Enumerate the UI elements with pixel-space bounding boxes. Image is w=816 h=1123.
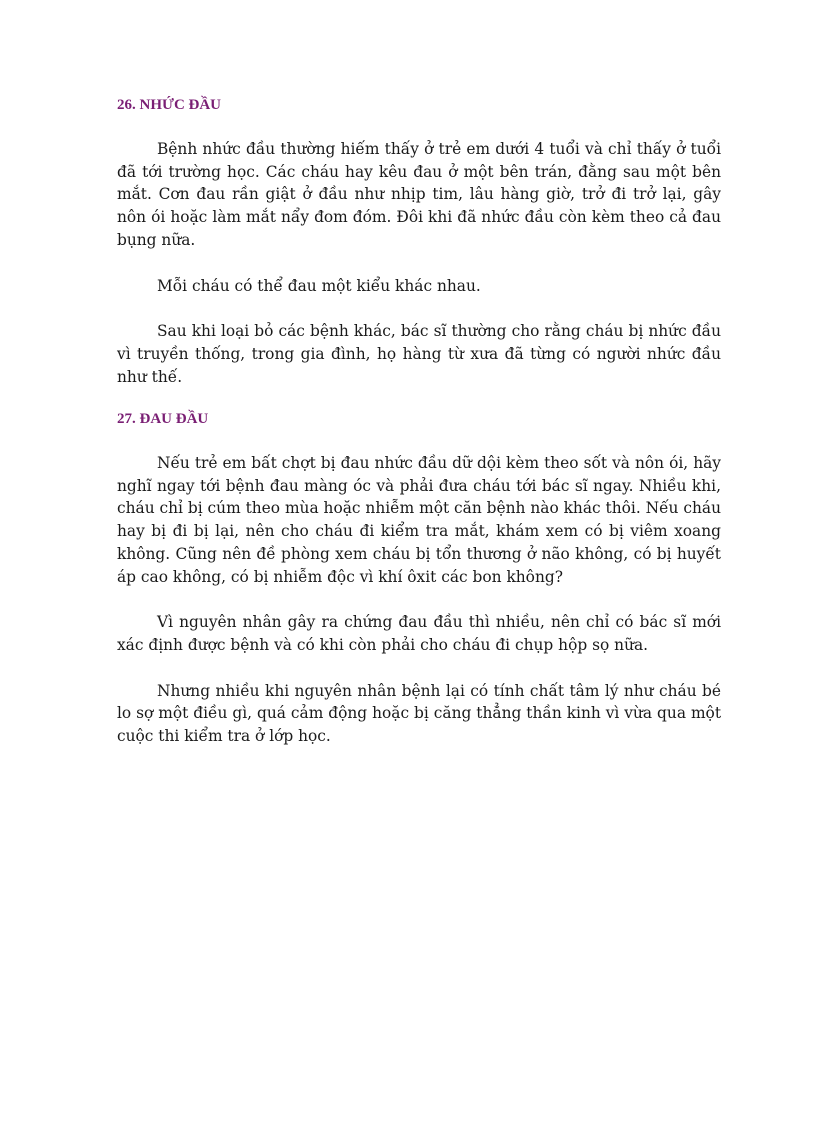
section-nhuc-dau — [117, 95, 721, 411]
paragraph: Bệnh nhức đầu thường hiếm thấy ở trẻ em dưới 4 tuổi và chỉ thấy ở tuổi đã tới trường học. Các cháu hay kêu đau ở một bên trán, đằng sau một bên mắt. Cơn đau rần giật ở đầu như nhịp tim, lâu hàng giờ, trở đi trở lại, gây nôn ói hoặc làm mắt nẩy đom đóm. Đôi khi đã nhức đầu còn kèm theo cả đau bụng nữa. — [117, 140, 721, 249]
paragraph: Nếu trẻ em bất chợt bị đau nhức đầu dữ dội kèm theo sốt và nôn ói, hãy nghĩ ngay tới bệnh đau màng óc và phải đưa cháu tới bác sĩ ngay. Nhiều khi, cháu chỉ bị cúm theo mùa hoặc nhiễm một căn bệnh nào khác thôi. Nếu cháu hay bị đi bị lại, nên cho cháu đi kiểm tra mắt, khám xem có bị viêm xoang không. Cũng nên đề phòng xem cháu bị tổn thương ở não không, có bị huyết áp cao không, có bị nhiễm độc vì khí ôxit các bon không? — [117, 454, 721, 586]
paragraph: Sau khi loại bỏ các bệnh khác, bác sĩ thường cho rằng cháu bị nhức đầu vì truyền thống, trong gia đình, họ hàng từ xưa đã từng có người nhức đầu như thế. — [117, 322, 721, 386]
paragraph: Mỗi cháu có thể đau một kiểu khác nhau. — [157, 276, 481, 295]
section-dau-dau — [117, 409, 721, 771]
paragraph: Vì nguyên nhân gây ra chứng đau đầu thì nhiều, nên chỉ có bác sĩ mới xác định được bệnh và có khi còn phải cho cháu đi chụp hộp sọ nữa. — [117, 613, 721, 654]
paragraph: Nhưng nhiều khi nguyên nhân bệnh lại có tính chất tâm lý như cháu bé lo sợ một điều gì, quá cảm động hoặc bị căng thẳng thần kinh vì vừa qua một cuộc thi kiểm tra ở lớp học. — [117, 681, 721, 746]
section-heading: 27. ĐAU ĐẦU — [117, 411, 209, 427]
section-heading: 26. NHỨC ĐẦU — [117, 97, 222, 113]
